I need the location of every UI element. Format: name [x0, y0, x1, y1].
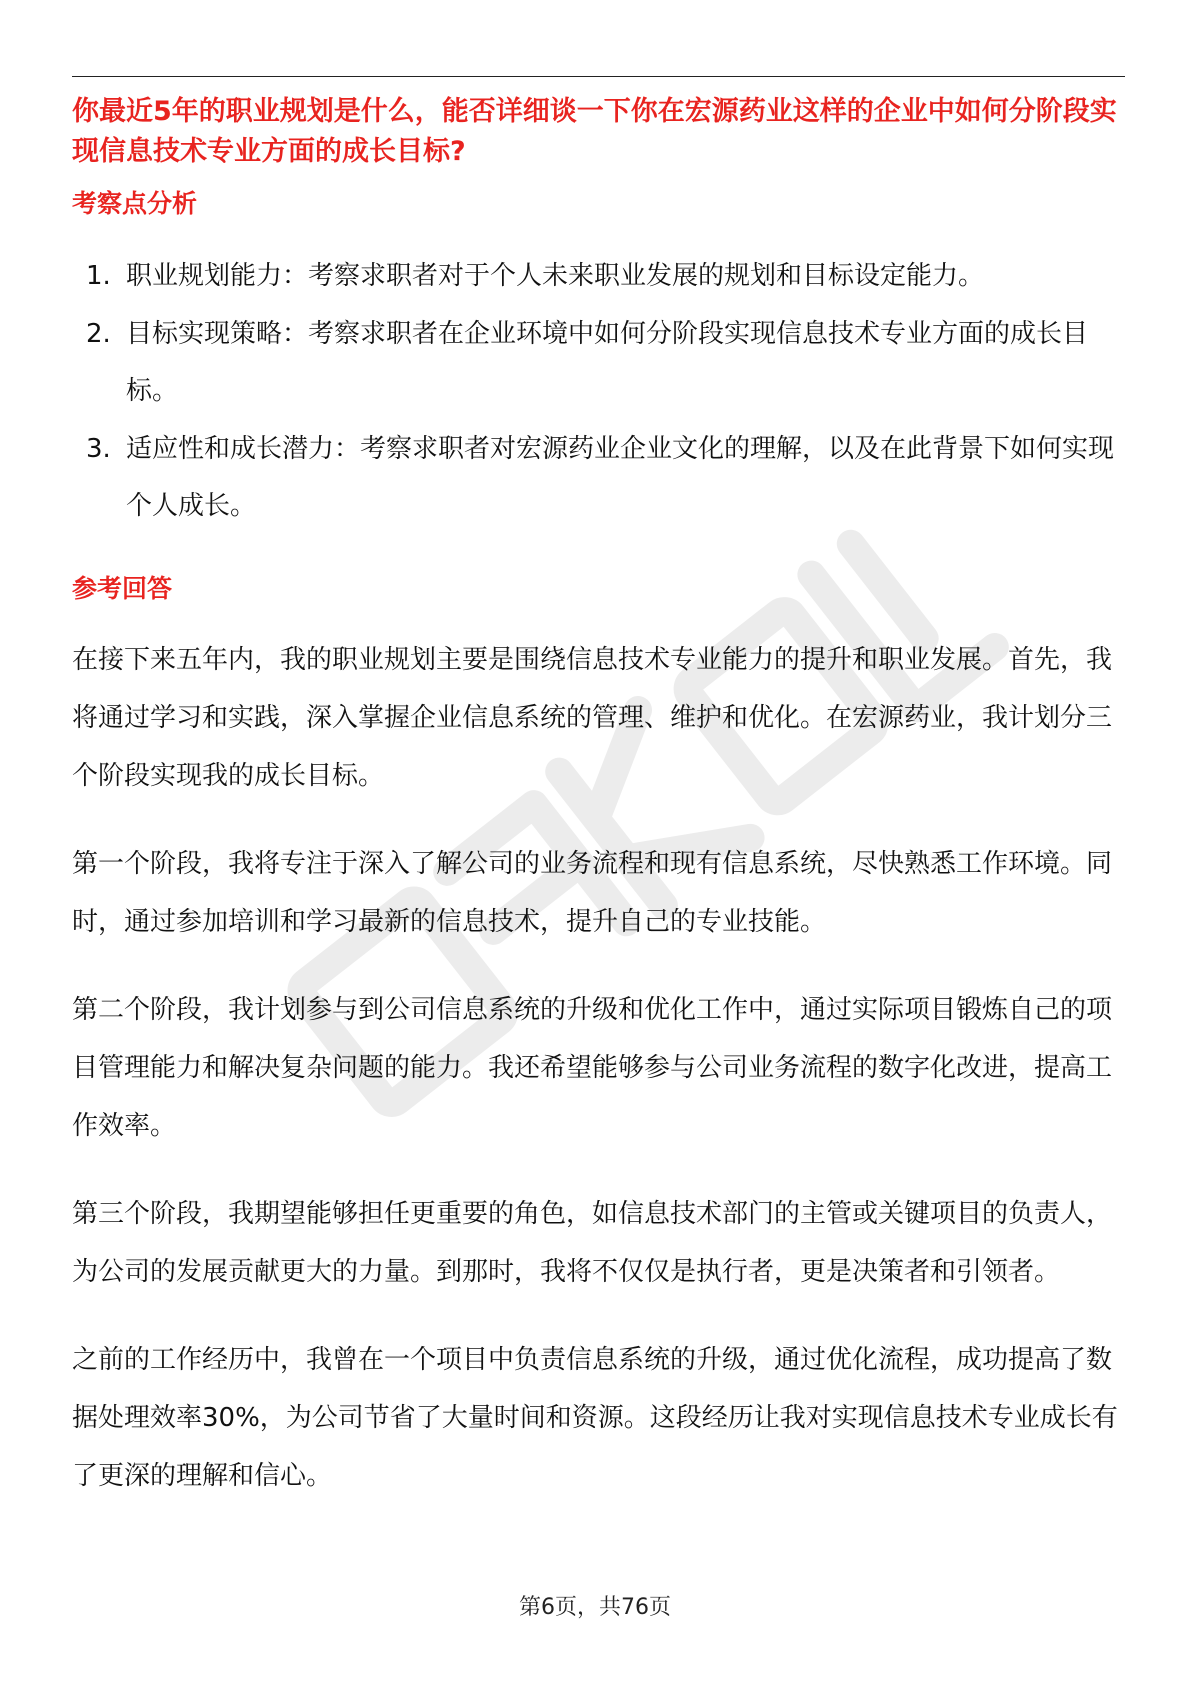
question-title: 你最近5年的职业规划是什么，能否详细谈一下你在宏源药业这样的企业中如何分阶段实现信息技术专业方面的成长目标? — [72, 96, 1117, 167]
answer-body — [72, 631, 1122, 1505]
list-item-number: 3. — [86, 434, 111, 464]
answer-paragraph: 之前的工作经历中，我曾在一个项目中负责信息系统的升级，通过优化流程，成功提高了数据处理效率30%，为公司节省了大量时间和资源。这段经历让我对实现信息技术专业成长有了更深的理解和信心。 — [72, 1345, 1118, 1491]
list-item-number: 1. — [86, 261, 111, 291]
list-item — [72, 248, 1122, 305]
analysis-points-list — [72, 248, 1122, 535]
answer-heading: 参考回答 — [72, 574, 173, 603]
answer-paragraph: 第一个阶段，我将专注于深入了解公司的业务流程和现有信息系统，尽快熟悉工作环境。同时，通过参加培训和学习最新的信息技术，提升自己的专业技能。 — [72, 849, 1113, 937]
list-item-text: 职业规划能力：考察求职者对于个人未来职业发展的规划和目标设定能力。 — [126, 261, 985, 291]
answer-paragraph: 在接下来五年内，我的职业规划主要是围绕信息技术专业能力的提升和职业发展。首先，我将通过学习和实践，深入掌握企业信息系统的管理、维护和优化。在宏源药业，我计划分三个阶段实现我的成长目标。 — [72, 645, 1113, 791]
page-number: 第6页，共76页 — [519, 1595, 671, 1620]
list-item — [72, 306, 1122, 420]
list-item-text: 适应性和成长潜力：考察求职者对宏源药业企业文化的理解，以及在此背景下如何实现个人成长。 — [126, 434, 1115, 521]
list-item — [72, 421, 1122, 535]
answer-paragraph: 第三个阶段，我期望能够担任更重要的角色，如信息技术部门的主管或关键项目的负责人，为公司的发展贡献更大的力量。到那时，我将不仅仅是执行者，更是决策者和引领者。 — [72, 1199, 1113, 1287]
document-body — [72, 92, 1122, 1535]
list-item-number: 2. — [86, 319, 111, 349]
analysis-heading: 考察点分析 — [72, 189, 198, 218]
top-rule — [72, 76, 1125, 77]
list-item-text: 目标实现策略：考察求职者在企业环境中如何分阶段实现信息技术专业方面的成长目标。 — [126, 319, 1089, 406]
answer-paragraph: 第二个阶段，我计划参与到公司信息系统的升级和优化工作中，通过实际项目锻炼自己的项目管理能力和解决复杂问题的能力。我还希望能够参与公司业务流程的数字化改进，提高工作效率。 — [72, 995, 1113, 1141]
